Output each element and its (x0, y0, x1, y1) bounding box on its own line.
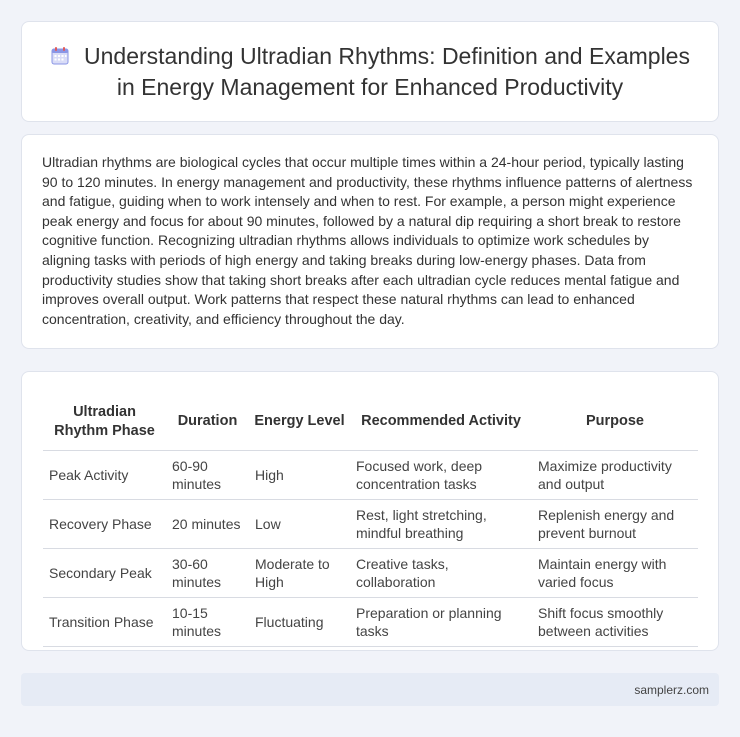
table-row (43, 597, 698, 646)
column-header: Duration (166, 394, 249, 450)
calendar-icon (50, 46, 70, 66)
table-cell: Transition Phase (43, 597, 166, 646)
table-cell: Shift focus smoothly between activities (532, 597, 698, 646)
table-cell: Maintain energy with varied focus (532, 548, 698, 597)
page-title (42, 41, 698, 103)
table-cell: Fluctuating (249, 597, 350, 646)
column-header: Ultradian Rhythm Phase (43, 394, 166, 450)
table-cell: 20 minutes (166, 499, 249, 548)
table-cell: Rest, light stretching, mindful breathing (350, 499, 532, 548)
description-text: Ultradian rhythms are biological cycles that occur multiple times within a 24-hour period, typically lasting 90 to 120 minutes. In energy management and productivity, these rhythms influence patterns of alertness and fatigue, guiding when to work intensely and when to rest. For example, a person might experience peak energy and focus for about 90 minutes, followed by a natural dip requiring a short break to restore cognitive function. Recognizing ultradian rhythms allows individuals to optimize work schedules by aligning tasks with periods of high energy and taking breaks during low-energy phases. Data from productivity studies show that taking short breaks after each ultradian cycle reduces mental fatigue and improves overall output. Work patterns that respect these natural rhythms can lead to enhanced concentration, creativity, and efficiency throughout the day. (42, 154, 693, 327)
table-card (21, 371, 719, 651)
table-cell: 10-15 minutes (166, 597, 249, 646)
column-header: Recommended Activity (350, 394, 532, 450)
table-cell: Focused work, deep concentration tasks (350, 450, 532, 499)
column-header: Purpose (532, 394, 698, 450)
table-row (43, 548, 698, 597)
description-card (21, 134, 719, 349)
table-cell: Secondary Peak (43, 548, 166, 597)
table-cell: Moderate to High (249, 548, 350, 597)
table-cell: Maximize productivity and output (532, 450, 698, 499)
table-cell: Creative tasks, collaboration (350, 548, 532, 597)
table-cell: High (249, 450, 350, 499)
table-cell: Preparation or planning tasks (350, 597, 532, 646)
table-row (43, 450, 698, 499)
ultradian-phase-table (43, 394, 698, 647)
table-cell: 30-60 minutes (166, 548, 249, 597)
footer-site-link[interactable]: samplerz.com (634, 682, 709, 697)
table-cell: Low (249, 499, 350, 548)
page-title-text: Understanding Ultradian Rhythms: Definition and Examples in Energy Management for Enhanced Productivity (84, 42, 690, 100)
table-row (43, 499, 698, 548)
table-cell: 60-90 minutes (166, 450, 249, 499)
title-card (21, 21, 719, 122)
column-header: Energy Level (249, 394, 350, 450)
table-cell: Replenish energy and prevent burnout (532, 499, 698, 548)
footer (21, 673, 719, 706)
table-cell: Peak Activity (43, 450, 166, 499)
table-cell: Recovery Phase (43, 499, 166, 548)
table-header-row (43, 394, 698, 450)
